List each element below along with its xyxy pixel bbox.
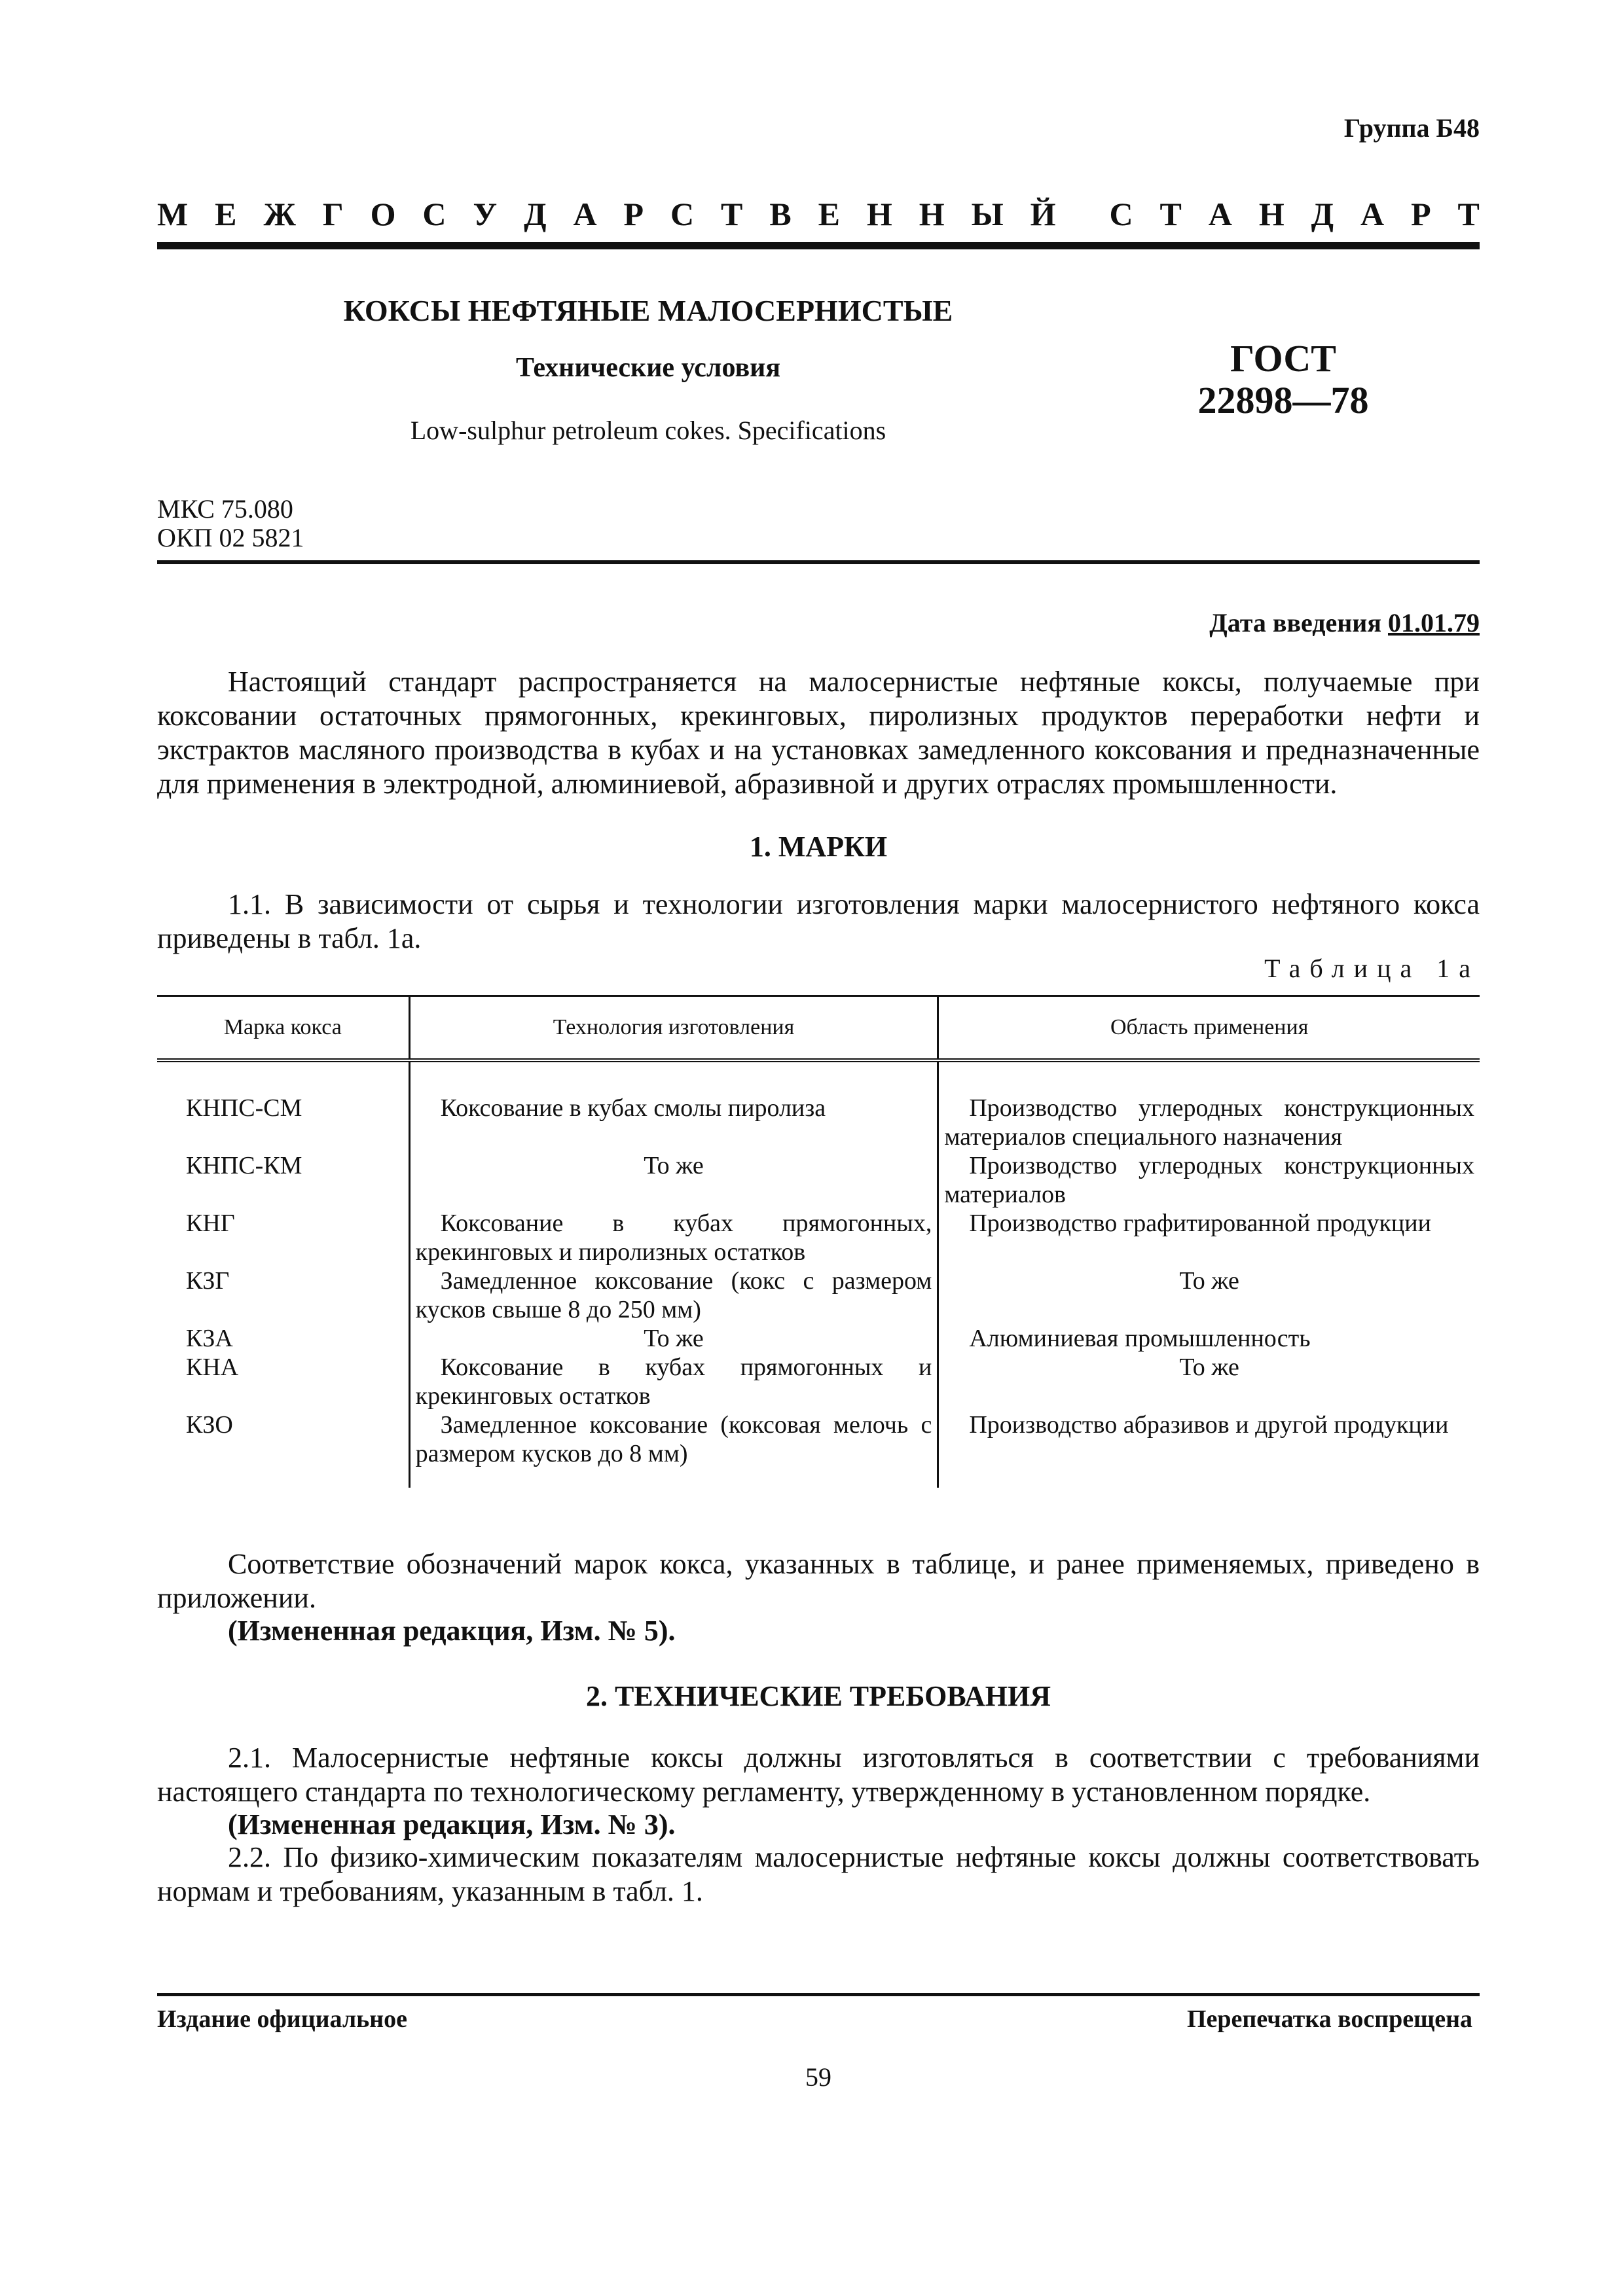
document-title: КОКСЫ НЕФТЯНЫЕ МАЛОСЕРНИСТЫЕ: [343, 294, 953, 327]
table-row: [157, 1353, 1480, 1410]
banner-letter: А: [1208, 196, 1232, 232]
table-row: [157, 1266, 1480, 1324]
column-header: Марка кокса: [157, 996, 409, 1061]
date-label: Дата введения: [1209, 608, 1388, 637]
revision-note-3: (Измененная редакция, Изм. № 3).: [228, 1808, 676, 1840]
tech-cell: То же: [409, 1324, 938, 1353]
clause-1-1: 1.1. В зависимости от сырья и технологии изготовления марки малосернистого нефтяного кокса приведены в табл. 1а.: [157, 888, 1480, 954]
banner-letter: Д: [1311, 196, 1334, 232]
grade-cell: КЗО: [186, 1411, 233, 1439]
banner-letter: Е: [215, 196, 237, 232]
group-code: Группа Б48: [1343, 113, 1480, 143]
use-cell: Алюминиевая промышленность: [938, 1324, 1480, 1353]
banner-letter: Н: [1258, 196, 1285, 232]
grades-table: [157, 995, 1480, 1488]
clause-2-2: 2.2. По физико-химическим показателям малосернистые нефтяные коксы должны соответствовать нормам и требованиям, указанным в табл. 1.: [157, 1841, 1480, 1907]
banner-letter: Т: [721, 196, 743, 232]
banner-letter: С: [422, 196, 447, 232]
mks-code: МКС 75.080: [157, 494, 293, 524]
use-cell: То же: [938, 1353, 1480, 1410]
table-note: Соответствие обозначений марок кокса, указанных в таблице, и ранее применяемых, приведено в приложении.: [157, 1548, 1480, 1614]
grade-cell: КНГ: [186, 1210, 235, 1237]
use-cell: То же: [938, 1266, 1480, 1324]
grade-cell: КНПС-СМ: [186, 1094, 302, 1122]
use-cell: Производство углеродных конструкционных материалов специального назначения: [938, 1060, 1480, 1151]
table-row: [157, 1151, 1480, 1209]
banner-letter: Г: [322, 196, 344, 232]
banner-letter: Т: [1457, 196, 1480, 232]
banner-letter: Е: [818, 196, 840, 232]
use-cell: Производство углеродных конструкционных материалов: [938, 1151, 1480, 1209]
column-header: Область применения: [938, 996, 1480, 1061]
english-title: Low-sulphur petroleum cokes. Specifications: [410, 416, 886, 445]
banner-letter: В: [769, 196, 792, 232]
revision-note-5: (Измененная редакция, Изм. № 5).: [228, 1615, 676, 1647]
banner-letter: С: [670, 196, 695, 232]
banner-letter: Й: [1030, 196, 1056, 232]
tech-cell: Коксование в кубах прямогонных и крекинговых остатков: [409, 1353, 938, 1410]
tech-cell: То же: [409, 1151, 938, 1209]
banner-letter: Р: [1411, 196, 1431, 232]
grade-cell: КЗА: [186, 1325, 233, 1352]
gost-label: ГОСТ: [1230, 337, 1336, 380]
column-header: Технология изготовления: [409, 996, 938, 1061]
use-cell: Производство абразивов и другой продукции: [938, 1410, 1480, 1488]
section-1-heading: 1. МАРКИ: [749, 831, 888, 863]
table-row: [157, 1060, 1480, 1151]
grade-cell: КНА: [186, 1354, 239, 1381]
banner-letter: А: [573, 196, 597, 232]
introduction-date: [157, 607, 1480, 638]
banner-letter: Н: [919, 196, 945, 232]
banner-letter: Д: [524, 196, 547, 232]
grade-cell: КЗГ: [186, 1267, 230, 1295]
intro-paragraph: Настоящий стандарт распространяется на малосернистые нефтяные коксы, получаемые при коксовании остаточных прямогонных, крекинговых, пиролизных продуктов переработки нефти и экстрактов масляного производства в кубах и на установках замедленного коксования и предназначенные для применения в электродной, алюминиевой, абразивной и других отраслях промышленности.: [157, 666, 1480, 800]
tech-cell: Замедленное коксование (коксовая мелочь с размером кусков до 8 мм): [409, 1410, 938, 1488]
grade-cell: КНПС-КМ: [186, 1152, 302, 1179]
use-cell: Производство графитированной продукции: [938, 1209, 1480, 1266]
banner-letter: Н: [866, 196, 892, 232]
page-number: 59: [805, 2062, 831, 2092]
clause-2-1: 2.1. Малосернистые нефтяные коксы должны изготовляться в соответствии с требованиями настоящего стандарта по технологическому регламенту, утвержденному в установленном порядке.: [157, 1742, 1480, 1808]
banner-letter: У: [473, 196, 498, 232]
banner-letter: С: [1109, 196, 1133, 232]
date-value: 01.01.79: [1388, 608, 1480, 637]
reprint-prohibited: Перепечатка воспрещена: [1186, 2005, 1472, 2033]
footer-rule: [157, 1993, 1480, 1996]
table-row: [157, 1209, 1480, 1266]
table-caption: Таблица 1а: [1264, 954, 1480, 983]
table-row: [157, 1410, 1480, 1488]
banner-rule: [157, 242, 1480, 249]
banner-letter: Ы: [971, 196, 1004, 232]
banner-letter: Т: [1159, 196, 1182, 232]
banner-letter: М: [157, 196, 189, 232]
table-row: [157, 1324, 1480, 1353]
gost-number: 22898—78: [1197, 379, 1369, 422]
standard-banner: [157, 195, 1480, 233]
tech-cell: Коксование в кубах смолы пиролиза: [409, 1060, 938, 1151]
banner-letter: О: [370, 196, 396, 232]
classification-codes: [157, 495, 304, 552]
official-edition: Издание официальное: [157, 2005, 408, 2033]
banner-letter: А: [1360, 196, 1385, 232]
header-rule: [157, 560, 1480, 564]
okp-code: ОКП 02 5821: [157, 523, 304, 552]
table-header-row: [157, 996, 1480, 1061]
section-2-heading: 2. ТЕХНИЧЕСКИЕ ТРЕБОВАНИЯ: [586, 1680, 1051, 1712]
banner-letter: Р: [623, 196, 644, 232]
document-subtitle: Технические условия: [515, 353, 781, 383]
tech-cell: Коксование в кубах прямогонных, крекинговых и пиролизных остатков: [409, 1209, 938, 1266]
tech-cell: Замедленное коксование (кокс с размером кусков свыше 8 до 250 мм): [409, 1266, 938, 1324]
banner-letter: Ж: [263, 196, 296, 232]
